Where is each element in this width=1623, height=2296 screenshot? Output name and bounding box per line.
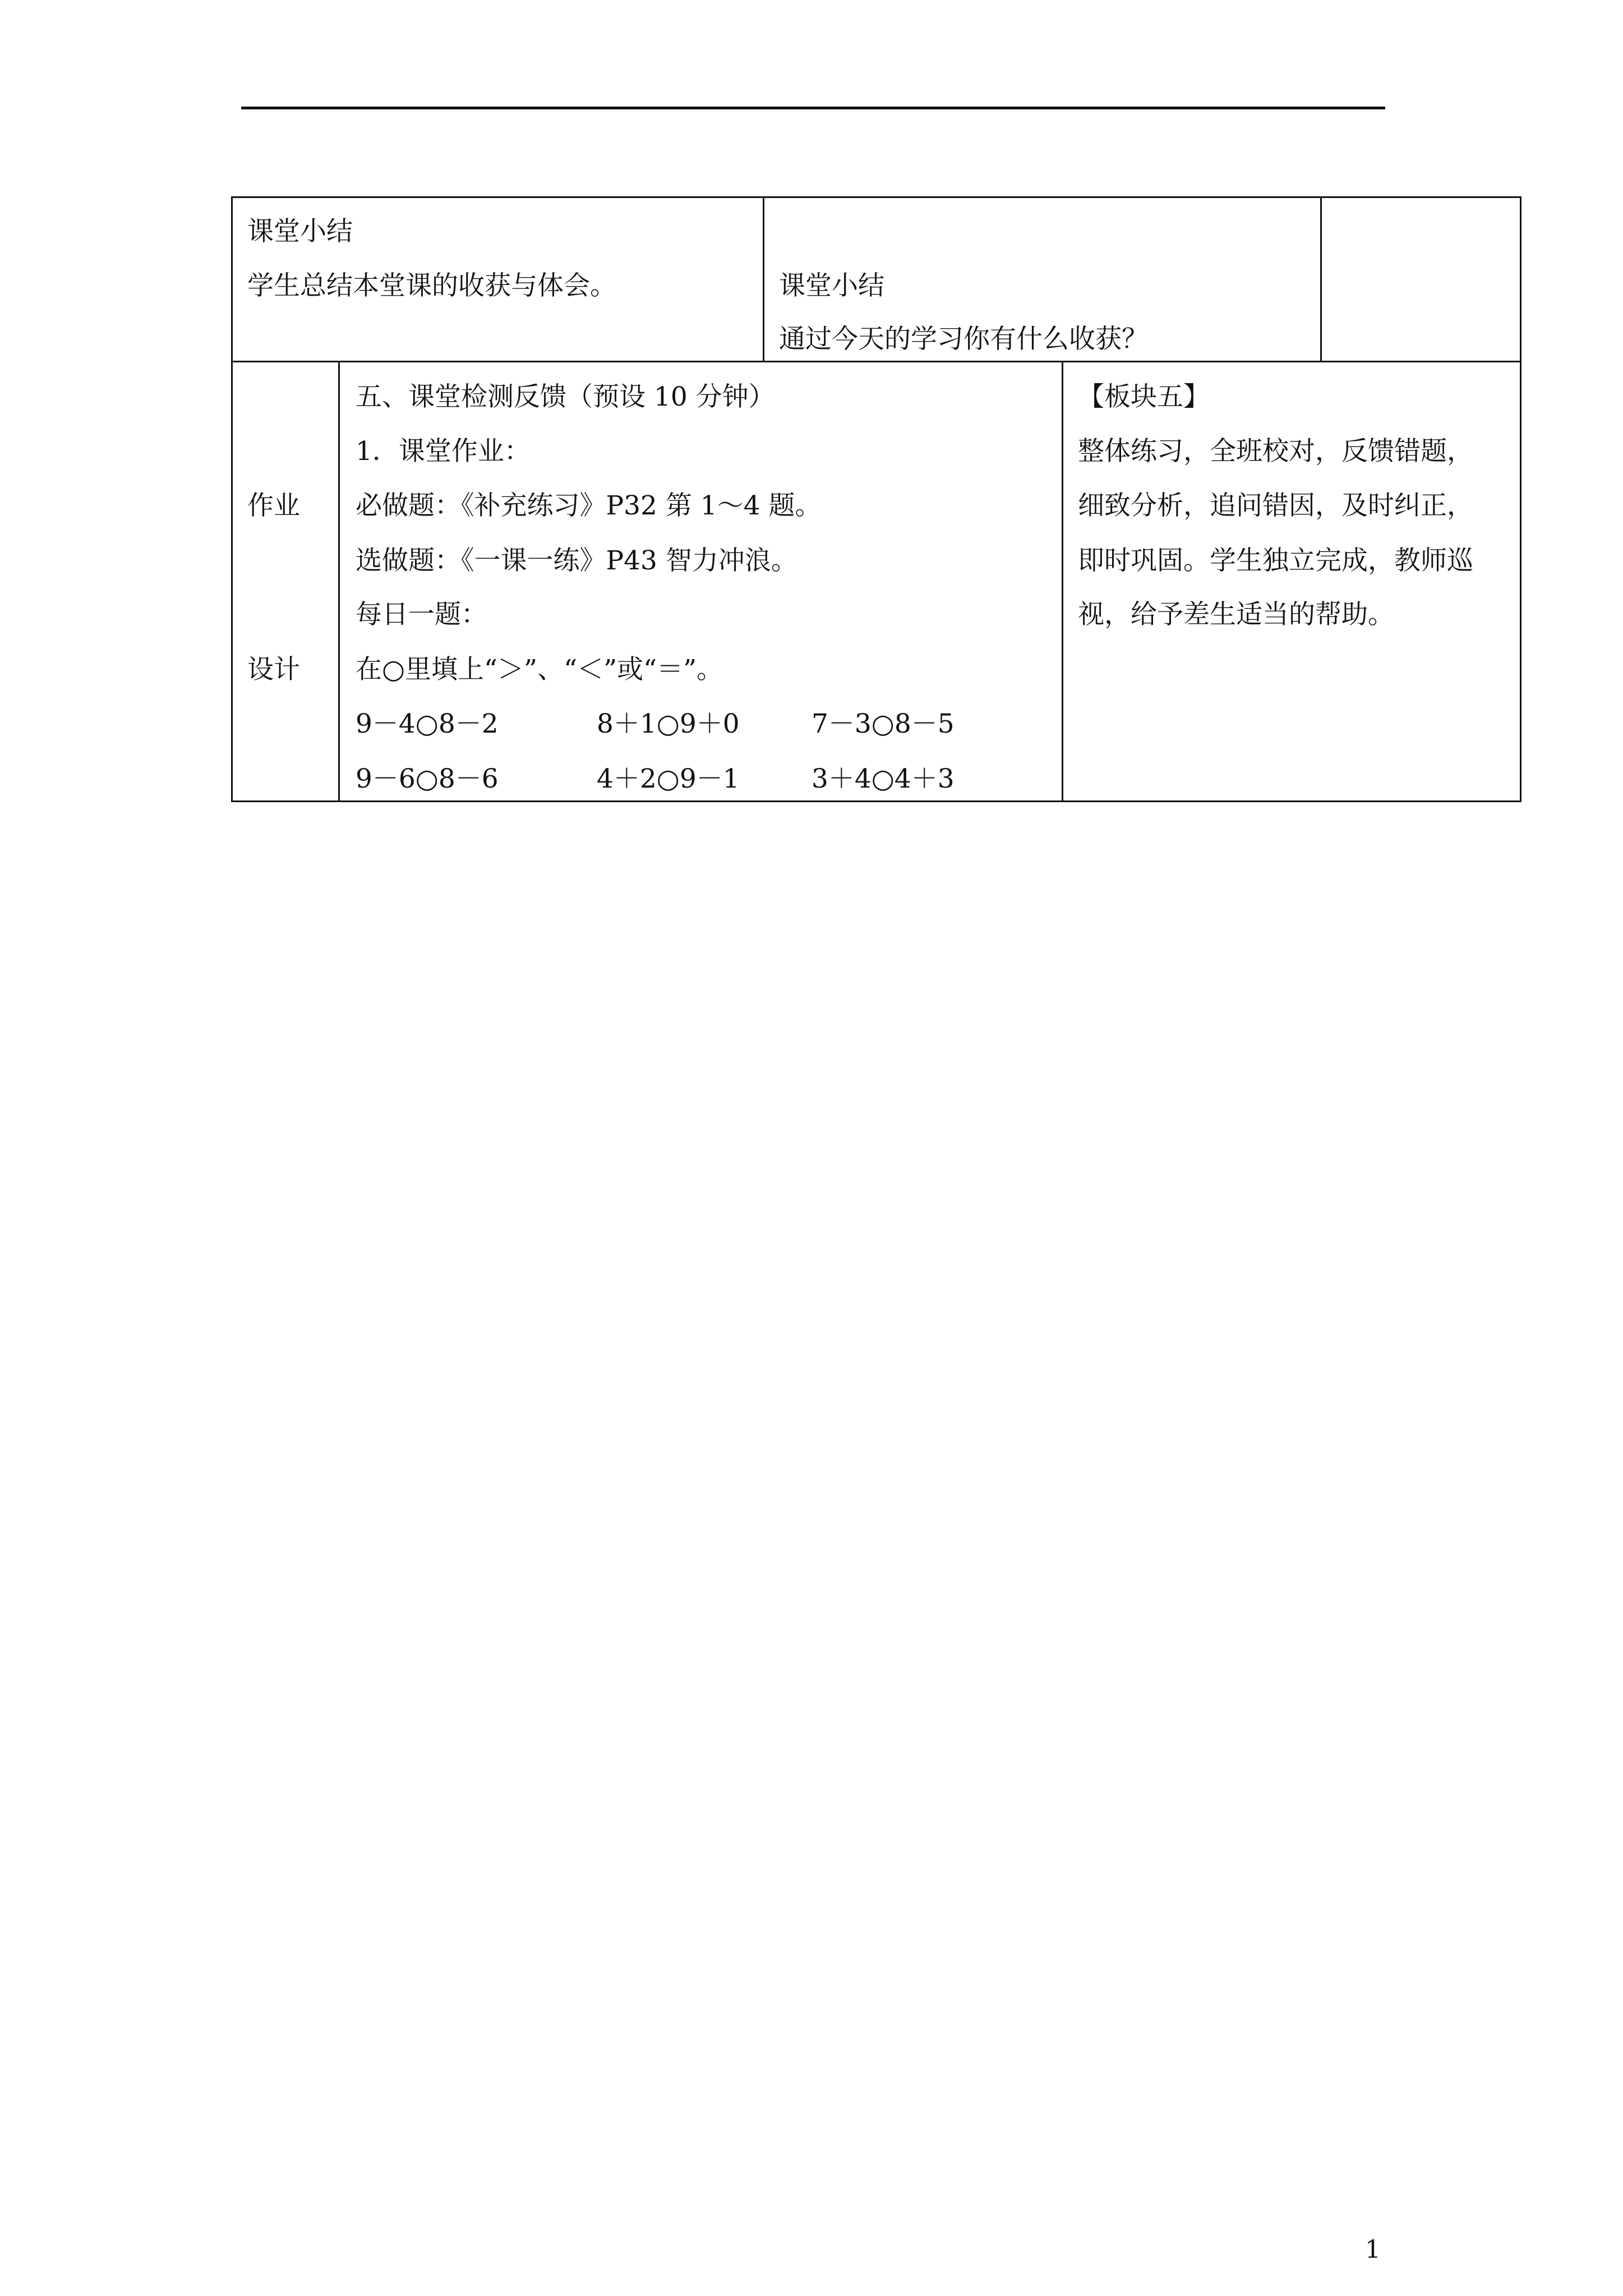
table-border-top [231,196,1521,198]
feedback-heading: 五、课堂检测反馈（预设 10 分钟） [356,381,775,412]
problem-cell: 9－6○8－6 [356,763,499,794]
table-border-bottom [231,800,1521,802]
summary-student-title: 课堂小结 [247,216,353,247]
table-border-right [1520,196,1521,802]
notes-title: 【板块五】 [1078,381,1210,412]
page-number: 1 [1365,2235,1381,2264]
notes-line: 细致分析，追问错因，及时纠正， [1078,490,1473,521]
row2-divider-a [338,361,340,802]
optional-exercise: 选做题：《一课一练》P43 智力冲浪。 [356,545,797,576]
daily-question-label: 每日一题： [356,599,487,630]
problem-cell: 8＋1○9＋0 [597,708,740,739]
problem-cell: 9－4○8－2 [356,708,499,739]
notes-line: 整体练习，全班校对，反馈错题， [1078,436,1473,467]
required-exercise: 必做题：《补充练习》P32 第 1～4 题。 [356,490,822,521]
homework-label-bottom: 设计 [247,654,300,685]
table-border-middle [231,361,1521,362]
homework-label-top: 作业 [247,490,300,521]
summary-student-text: 学生总结本堂课的收获与体会。 [247,270,616,301]
row1-divider-b [1320,196,1322,362]
notes-line: 视，给予差生适当的帮助。 [1078,599,1394,630]
problem-cell: 7－3○8－5 [811,708,955,739]
problem-cell: 4＋2○9－1 [597,763,740,794]
row2-divider-b [1062,361,1063,802]
classwork-item: 1．课堂作业： [356,436,531,467]
notes-line: 即时巩固。学生独立完成，教师巡 [1078,545,1473,576]
table-border-left [231,196,233,802]
daily-question-instruction: 在○里填上“＞”、“＜”或“＝”。 [356,654,723,685]
summary-teacher-title: 课堂小结 [779,270,884,301]
summary-teacher-text: 通过今天的学习你有什么收获？ [779,324,1148,355]
problem-cell: 3＋4○4＋3 [811,763,955,794]
row1-divider-a [763,196,764,362]
header-rule [241,107,1385,109]
